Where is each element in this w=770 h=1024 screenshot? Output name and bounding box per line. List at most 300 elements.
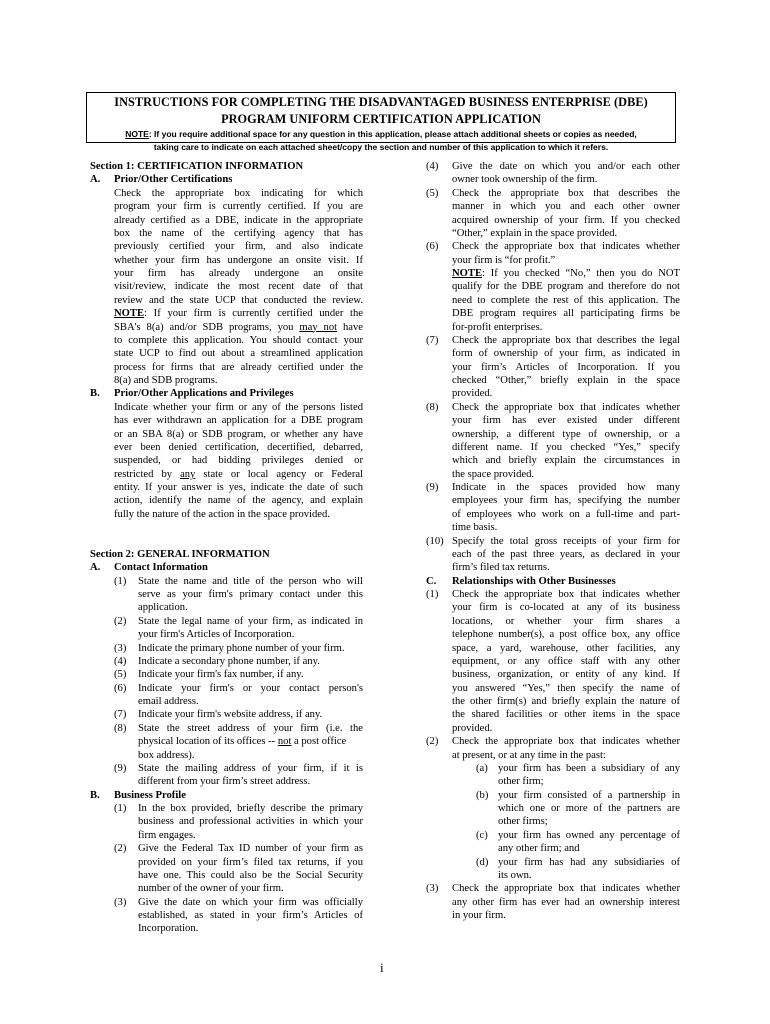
text-line — [90, 187, 363, 200]
text-line — [90, 173, 363, 186]
line-text — [452, 628, 680, 641]
line-text — [452, 535, 680, 548]
text-line — [90, 240, 363, 253]
text-run: Section 1: CERTIFICATION INFORMATION — [90, 161, 304, 172]
text-run: Prior/Other Applications and Privileges — [114, 388, 294, 400]
item-number: C. — [426, 575, 437, 587]
text-line — [426, 668, 680, 681]
line-text — [452, 307, 680, 320]
text-line — [426, 214, 680, 227]
text-run: Business Profile — [114, 789, 186, 801]
text-run: acquired ownership of your firm. If you checked — [452, 214, 680, 226]
page-title-line-2: PROGRAM UNIFORM CERTIFICATION APPLICATION — [221, 112, 541, 126]
text-line — [90, 160, 363, 173]
item-number: (8) — [426, 401, 439, 413]
line-text — [138, 909, 363, 922]
text-run: already certified as a DBE, indicate in the appropriate — [114, 214, 363, 226]
text-run: review and the state UCP that conducted the review. — [114, 294, 363, 306]
line-text — [138, 922, 363, 935]
line-text — [138, 695, 363, 708]
text-run: DBE program requires all participating firms be — [452, 308, 680, 320]
text-line — [426, 428, 680, 441]
line-text — [498, 762, 680, 775]
line-text — [452, 254, 680, 267]
text-run: : If you checked “No,” then you do NOT — [482, 268, 680, 279]
text-run: Prior/Other Certifications — [114, 174, 233, 186]
line-text — [114, 334, 363, 347]
item-number: (4) — [114, 655, 127, 667]
text-run: box the name of the certifying agency that has — [114, 227, 363, 239]
line-text — [452, 708, 680, 721]
line-text — [452, 548, 680, 561]
item-number: (2) — [426, 736, 439, 748]
item-number: (5) — [114, 669, 127, 681]
text-run: business, organization, or entity of any kind. If — [452, 669, 680, 681]
text-run: Contact Information — [114, 562, 208, 574]
line-text — [498, 802, 680, 815]
line-text — [452, 521, 680, 534]
text-line — [426, 882, 680, 895]
text-run: application. — [138, 602, 188, 614]
text-run: Give the date on which you and/or each other — [452, 161, 680, 172]
text-line — [426, 856, 680, 869]
line-text — [452, 321, 680, 334]
item-number: B. — [90, 789, 100, 801]
text-run: State the mailing address of your firm, if it is — [138, 762, 363, 774]
text-line — [426, 802, 680, 815]
line-text — [138, 815, 363, 828]
text-line — [426, 869, 680, 882]
line-text — [114, 254, 363, 267]
item-number: (8) — [114, 722, 127, 734]
text-line — [90, 294, 363, 307]
header-note-line-1 — [87, 128, 675, 140]
text-line — [90, 815, 363, 828]
line-text — [452, 454, 680, 467]
text-run: program your firm is currently certified. If you are — [114, 201, 363, 213]
text-line — [426, 508, 680, 521]
text-run: which and briefly explain the circumstances in — [452, 455, 680, 467]
text-run: which one or more of the partners are — [498, 803, 680, 814]
text-line — [90, 561, 363, 574]
text-line — [426, 307, 680, 320]
line-text — [138, 642, 363, 655]
text-run: Indicate a secondary phone number, if any. — [138, 655, 320, 667]
text-line — [90, 214, 363, 227]
text-line — [426, 387, 680, 400]
text-line — [426, 628, 680, 641]
text-run: restricted by — [114, 468, 181, 480]
line-text — [114, 347, 363, 360]
line-text — [114, 441, 363, 454]
text-line — [426, 481, 680, 494]
text-run: In the box provided, briefly describe the primary — [138, 803, 363, 814]
line-text — [114, 468, 363, 481]
text-line — [426, 722, 680, 735]
text-run: qualify for the DBE program and therefore do not — [452, 281, 680, 293]
item-number: (2) — [114, 615, 127, 627]
text-line — [90, 695, 363, 708]
text-run: you answered “Yes,” then specify the name of — [452, 682, 680, 694]
text-run: email address. — [138, 696, 199, 707]
line-text — [452, 227, 680, 240]
text-line — [426, 361, 680, 374]
text-line — [426, 842, 680, 855]
text-line — [90, 682, 363, 695]
line-text — [452, 347, 680, 360]
text-run: space, a yard, warehouse, other facilities, any — [452, 642, 680, 654]
text-line — [426, 200, 680, 213]
text-run: “Other,” explain in the space provided. — [452, 227, 618, 239]
text-run: manner in which you and each other owner — [452, 201, 680, 213]
line-text — [452, 160, 680, 173]
text-run: SBA's 8(a) and/or SDB programs, you — [114, 321, 300, 333]
line-text — [452, 361, 680, 374]
text-run: provided on your firm’s filed tax returns, if you — [138, 856, 363, 868]
item-number: (c) — [476, 829, 488, 841]
line-text — [138, 575, 363, 588]
text-line — [90, 468, 363, 481]
line-text — [452, 200, 680, 213]
line-text — [452, 508, 680, 521]
text-run: checked “Other,” briefly explain in the space — [452, 375, 680, 386]
text-line — [90, 347, 363, 360]
item-number: (7) — [114, 709, 127, 721]
text-run: employees your firm has, specifying the number — [452, 495, 680, 507]
text-line — [426, 160, 680, 173]
text-line — [90, 548, 363, 561]
header-note-text-1: : If you require additional space for any question in this application, please attach additional sheets or copies as needed, — [148, 129, 637, 139]
text-line — [426, 294, 680, 307]
line-text — [452, 334, 680, 347]
text-line — [90, 655, 363, 668]
text-run: your firm is “for profit.” — [452, 254, 556, 266]
text-run: locations, or whether your firm shares a — [452, 615, 680, 627]
item-number: (d) — [476, 856, 489, 868]
text-run: your firm consisted of a partnership in — [498, 789, 680, 801]
text-line — [426, 441, 680, 454]
text-line — [90, 789, 363, 802]
line-text — [452, 280, 680, 293]
text-line — [426, 708, 680, 721]
line-text — [114, 494, 363, 507]
line-text — [498, 842, 680, 855]
line-text — [138, 896, 363, 909]
text-line — [426, 601, 680, 614]
text-line — [426, 815, 680, 828]
line-text — [138, 668, 363, 681]
text-line — [90, 428, 363, 441]
text-run: at present, or at any time in the past: — [452, 749, 606, 761]
line-text — [498, 775, 680, 788]
text-line — [90, 601, 363, 614]
item-number: (5) — [426, 187, 439, 199]
line-text — [452, 441, 680, 454]
text-run: 8(a) and SDB programs. — [114, 375, 218, 386]
text-line — [90, 374, 363, 387]
text-run: your firm’s Articles of Incorporation. If you — [452, 361, 680, 373]
text-run: Indicate your firm's website address, if any. — [138, 709, 323, 721]
text-run: Check the appropriate box that indicates whether — [452, 241, 680, 253]
text-run: fully the nature of the action in the space provided. — [114, 508, 330, 520]
text-run: form of ownership of your firm, as indicated in — [452, 348, 680, 360]
line-text — [452, 494, 680, 507]
text-run: have — [337, 321, 363, 333]
text-run: other firm; — [498, 776, 544, 788]
text-line — [90, 227, 363, 240]
text-line — [426, 588, 680, 601]
text-run: any other firm; and — [498, 843, 580, 855]
text-line — [90, 481, 363, 494]
line-text — [452, 294, 680, 307]
text-run: Check the appropriate box that describes the legal — [452, 334, 680, 346]
text-run: your firm is co-located at any of its business — [452, 602, 680, 614]
text-line — [90, 842, 363, 855]
line-text — [114, 214, 363, 227]
text-line — [90, 387, 363, 400]
text-run: Check the appropriate box that indicates whether — [452, 883, 680, 895]
item-number: B. — [90, 388, 100, 400]
line-text — [452, 173, 680, 186]
text-run: process for firms that are already certified under the — [114, 361, 363, 373]
item-number: (3) — [114, 896, 127, 908]
line-text — [452, 668, 680, 681]
text-run: firm’s filed tax returns. — [452, 562, 550, 574]
text-line — [90, 267, 363, 280]
page-title-line-1: INSTRUCTIONS FOR COMPLETING THE DISADVANTAGED BUSINESS ENTERPRISE (DBE) — [114, 95, 648, 109]
text-line — [90, 307, 363, 320]
line-text — [114, 401, 363, 414]
text-run: for-profit enterprises. — [452, 321, 543, 333]
item-number: (2) — [114, 843, 127, 855]
line-text — [452, 588, 680, 601]
item-number: (1) — [114, 803, 127, 814]
text-line — [90, 922, 363, 935]
text-run: other firms; — [498, 816, 548, 828]
line-text — [138, 749, 363, 762]
line-text — [114, 454, 363, 467]
text-line — [426, 561, 680, 574]
text-line — [90, 588, 363, 601]
text-run: time basis. — [452, 522, 498, 534]
text-run: telephone number(s), a post office box, any office — [452, 629, 680, 641]
note-label: NOTE — [452, 268, 483, 279]
line-text — [138, 775, 363, 788]
line-text — [498, 789, 680, 802]
line-text — [452, 909, 680, 922]
text-run: entity. If your answer is yes, indicate the date of such — [114, 482, 363, 493]
line-text — [138, 722, 363, 735]
text-run: ever been denied certification, decertified, debarred, — [114, 441, 363, 453]
line-text — [452, 481, 680, 494]
text-run: Check the appropriate box that indicates whether — [452, 736, 680, 748]
text-line — [90, 200, 363, 213]
line-text — [138, 882, 363, 895]
text-run: your firm has had any subsidiaries of — [498, 856, 680, 868]
text-line — [90, 762, 363, 775]
text-run: Indicate your firm's fax number, if any. — [138, 669, 304, 681]
text-line — [426, 789, 680, 802]
line-text — [138, 762, 363, 775]
text-line — [90, 441, 363, 454]
text-line — [90, 615, 363, 628]
text-run: of employees who work on a full-time and part- — [452, 508, 680, 520]
text-run: a post office — [291, 736, 347, 748]
text-run: whether your firm has undergone an onsite visit. If — [114, 254, 363, 266]
line-text — [138, 735, 363, 748]
text-run: state UCP to find out about a streamlined application — [114, 348, 363, 360]
line-text — [452, 374, 680, 387]
item-number: (10) — [426, 535, 444, 547]
text-line — [90, 628, 363, 641]
text-line — [426, 401, 680, 414]
line-text — [452, 735, 680, 748]
text-line — [90, 334, 363, 347]
text-run: suspended, or had bidding privileges denied or — [114, 455, 363, 467]
text-run: or an SBA 8(a) or SDB program, or whether any have — [114, 428, 363, 440]
line-text — [138, 615, 363, 628]
text-line — [90, 494, 363, 507]
text-line — [426, 829, 680, 842]
underlined-text: may not — [299, 321, 338, 333]
text-line — [90, 722, 363, 735]
text-line — [90, 882, 363, 895]
text-line — [90, 775, 363, 788]
text-line — [90, 575, 363, 588]
line-text — [114, 414, 363, 427]
line-text — [138, 588, 363, 601]
item-number: (1) — [114, 575, 127, 587]
text-line — [90, 508, 363, 521]
text-line — [90, 856, 363, 869]
line-text — [114, 789, 363, 802]
line-text — [452, 561, 680, 574]
text-run: number of the owner of your firm. — [138, 883, 284, 895]
text-line — [426, 187, 680, 200]
text-run: Incorporation. — [138, 923, 199, 935]
text-line — [90, 280, 363, 293]
text-line — [90, 321, 363, 334]
line-text — [452, 401, 680, 414]
text-run: need to complete the rest of this application. The — [452, 294, 680, 306]
line-text — [452, 468, 680, 481]
line-text — [114, 387, 363, 400]
text-run: the other firm(s) and briefly explain the nature of — [452, 696, 680, 707]
text-line — [426, 173, 680, 186]
line-text — [452, 601, 680, 614]
text-line — [426, 642, 680, 655]
text-run: the space provided. — [452, 468, 535, 480]
line-text — [498, 856, 680, 869]
line-text — [114, 307, 363, 320]
line-text — [114, 267, 363, 280]
text-run: established, as stated in your firm’s Articles of — [138, 910, 363, 921]
text-run: State the street address of your firm (i.e. the — [138, 722, 363, 734]
line-text — [138, 655, 363, 668]
page-number: i — [380, 960, 384, 975]
line-text — [90, 548, 363, 561]
line-text — [452, 882, 680, 895]
line-text — [114, 321, 363, 334]
text-run: in your firm. — [452, 910, 506, 921]
text-line — [426, 454, 680, 467]
text-run: ownership, a different type of ownership, or a — [452, 428, 680, 440]
text-run: Indicate whether your firm or any of the persons listed — [114, 401, 363, 413]
text-run: : If your firm is currently certified under the — [144, 308, 363, 320]
text-run: to complete this application. You should contact your — [114, 334, 363, 346]
text-run: previously certified your firm, and also indicate — [114, 241, 363, 253]
line-text — [498, 869, 680, 882]
left-column — [90, 160, 363, 936]
line-text — [452, 722, 680, 735]
text-run: your firm has been a subsidiary of any — [498, 762, 680, 774]
text-line — [426, 334, 680, 347]
underlined-text: any — [180, 468, 196, 480]
text-run: your firm has ever existed under different — [452, 415, 680, 427]
header-note-label: NOTE — [125, 129, 149, 139]
text-run: equipment, or any office staff with any other — [452, 655, 680, 667]
text-line — [90, 749, 363, 762]
text-line — [90, 414, 363, 427]
text-line — [426, 655, 680, 668]
text-line — [426, 321, 680, 334]
text-line — [426, 896, 680, 909]
line-text — [114, 374, 363, 387]
line-text — [452, 187, 680, 200]
text-run: Section 2: GENERAL INFORMATION — [90, 548, 270, 560]
text-line — [90, 642, 363, 655]
line-text — [114, 361, 363, 374]
text-run: action, identify the name of the agency, and explain — [114, 495, 363, 507]
text-line — [90, 909, 363, 922]
line-text — [452, 655, 680, 668]
text-line — [426, 494, 680, 507]
item-number: A. — [90, 174, 101, 186]
text-line — [426, 254, 680, 267]
line-text — [138, 829, 363, 842]
text-run: Indicate in the spaces provided how many — [452, 482, 680, 493]
text-run: the shared facilities or other items in the space — [452, 709, 680, 721]
text-line — [90, 254, 363, 267]
line-text — [138, 682, 363, 695]
line-text — [452, 414, 680, 427]
text-run: each of the past three years, as declared in your — [452, 548, 680, 560]
text-run: provided. — [452, 388, 493, 400]
text-line — [426, 615, 680, 628]
text-line — [426, 575, 680, 588]
text-run: your firm's Articles of Incorporation. — [138, 629, 295, 641]
text-line — [90, 802, 363, 815]
item-number: (4) — [426, 161, 439, 172]
text-line — [426, 682, 680, 695]
text-run: Check the appropriate box that describes the — [452, 187, 680, 199]
line-text — [138, 628, 363, 641]
text-line — [90, 361, 363, 374]
text-line — [426, 535, 680, 548]
item-number: (9) — [114, 762, 127, 774]
text-run: Relationships with Other Businesses — [452, 575, 616, 587]
line-text — [452, 387, 680, 400]
text-run: serve as your firm's primary contact under this — [138, 589, 363, 600]
line-text — [138, 802, 363, 815]
text-run: Specify the total gross receipts of your firm for — [452, 535, 680, 547]
item-number: A. — [90, 562, 101, 574]
text-run: visit/review, indicate the most recent date of that — [114, 281, 363, 293]
text-run: your firm has already undergone an onsite — [114, 268, 363, 279]
item-number: (9) — [426, 482, 439, 493]
right-column — [426, 160, 680, 922]
item-number: (1) — [426, 589, 439, 600]
